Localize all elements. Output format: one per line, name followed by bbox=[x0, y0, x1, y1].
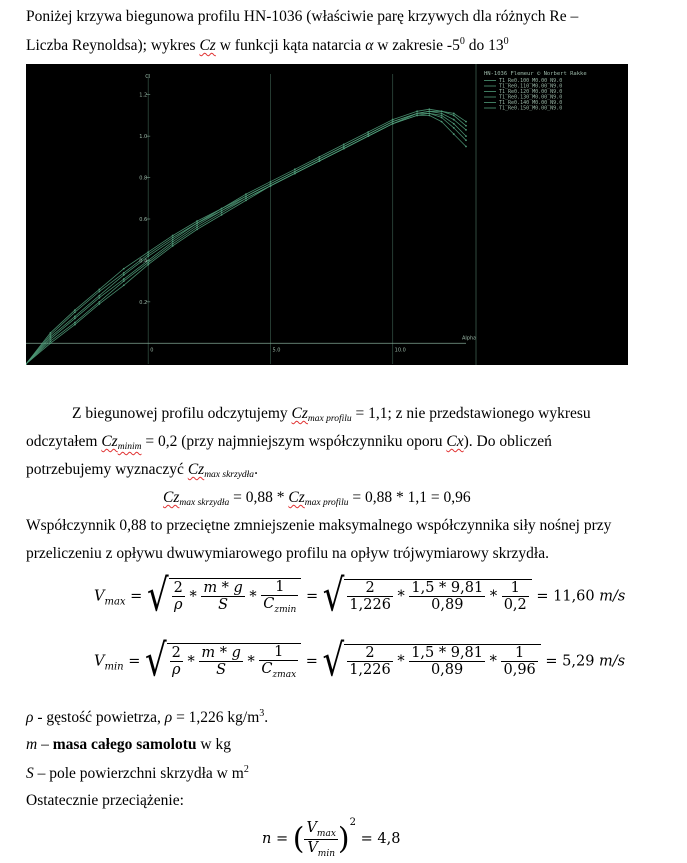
intro-line-2: Liczba Reynoldsa); wykres Cz w funkcji kąta natarcia α w zakresie $-5^0$ do $13^0$ bbox=[26, 36, 509, 55]
data-point bbox=[74, 311, 76, 313]
data-point bbox=[392, 123, 394, 125]
data-point bbox=[123, 272, 125, 274]
data-point bbox=[50, 338, 52, 340]
para2-line-1: Współczynnik 0,88 to przeciętne zmniejszenie maksymalnego współczynnika siły nośnej przy bbox=[26, 517, 612, 534]
data-point bbox=[294, 173, 296, 175]
series-line bbox=[26, 113, 466, 364]
legend-entry: T1_Re0.150_M0.00_N9.0 bbox=[499, 105, 563, 112]
data-point bbox=[221, 208, 223, 210]
data-point bbox=[428, 112, 430, 114]
data-point bbox=[465, 129, 467, 131]
data-point bbox=[392, 119, 394, 121]
data-point bbox=[441, 117, 443, 119]
data-point bbox=[196, 226, 198, 228]
legend-entry: T1_Re0.100_M0.00_N9.0 bbox=[499, 78, 563, 84]
load-factor-formula: n = ( $\frac{V_{max}}{V_{min}}$ )$^2$ = 4,8 bbox=[262, 817, 401, 859]
data-point bbox=[453, 133, 455, 135]
data-point bbox=[123, 280, 125, 282]
data-point bbox=[74, 322, 76, 324]
data-point bbox=[172, 245, 174, 247]
data-point bbox=[98, 291, 100, 293]
alpha-symbol: α bbox=[365, 37, 374, 55]
polar-chart bbox=[26, 64, 628, 365]
data-point bbox=[74, 309, 76, 311]
x-axis-label: Alpha bbox=[462, 335, 477, 342]
y-tick-label: 1.0 bbox=[139, 134, 148, 141]
data-point bbox=[196, 222, 198, 224]
data-point bbox=[50, 340, 52, 342]
legend-entry: T1_Re0.140_M0.00_N9.0 bbox=[499, 100, 563, 106]
data-point bbox=[367, 135, 369, 137]
data-point bbox=[367, 133, 369, 135]
data-point bbox=[98, 301, 100, 303]
para1-line-2: odczytałem $Cz_{minim} = 0,2$ (przy najmniejszym współczynniku oporu Cx). Do obliczeń bbox=[26, 433, 552, 452]
data-point bbox=[245, 195, 247, 197]
m-definition: m – masa całego samolotu w kg bbox=[26, 736, 231, 753]
data-point bbox=[50, 342, 52, 344]
y-tick-label: 0.8 bbox=[139, 175, 148, 182]
legend-entry: T1_Re0.110_M0.00_N9.0 bbox=[499, 83, 563, 90]
data-point bbox=[245, 193, 247, 195]
x-tick-label: 10.0 bbox=[394, 347, 406, 354]
data-point bbox=[453, 127, 455, 129]
vmin-formula: $V_{min}$ = √ $\frac{2}{\rho}$ * $\frac{m * g}{S}$ * $\frac{1}{C_{zmax}}$ = √ $\frac{2}{1,226}$ * $\frac{1,5 * 9,81}{0,89}$ * $\frac{1}{0,96}$ = 5,29 m/s bbox=[94, 635, 626, 688]
data-point bbox=[172, 235, 174, 237]
data-point bbox=[123, 284, 125, 286]
data-point bbox=[98, 297, 100, 299]
data-point bbox=[147, 253, 149, 255]
data-point bbox=[465, 139, 467, 141]
data-point bbox=[245, 199, 247, 201]
data-point bbox=[453, 112, 455, 114]
data-point bbox=[416, 110, 418, 112]
data-point bbox=[147, 255, 149, 257]
y-tick-label: 1.2 bbox=[139, 92, 148, 99]
data-point bbox=[123, 274, 125, 276]
data-point bbox=[367, 131, 369, 133]
chart-title: HN-1036 Flemeur © Norbert Rakke bbox=[484, 71, 587, 77]
cz-symbol: Cz bbox=[199, 37, 216, 55]
data-point bbox=[416, 115, 418, 117]
data-point bbox=[453, 115, 455, 117]
chart-legend bbox=[484, 78, 562, 112]
data-point bbox=[294, 170, 296, 172]
series-line bbox=[26, 113, 466, 364]
data-point bbox=[172, 239, 174, 241]
data-point bbox=[147, 260, 149, 262]
rho-definition: ρ - gęstość powietrza, ρ = 1,226 $kg/m^3$. bbox=[26, 708, 269, 727]
data-point bbox=[74, 324, 76, 326]
x-tick-label: 0 bbox=[150, 347, 154, 354]
data-point bbox=[441, 110, 443, 112]
data-point bbox=[441, 112, 443, 114]
data-point bbox=[318, 158, 320, 160]
data-point bbox=[172, 241, 174, 243]
data-point bbox=[196, 224, 198, 226]
chart-grid bbox=[148, 74, 392, 364]
para2-line-2: przeliczeniu z opływu dwuwymiarowego profilu na opływ trójwymiarowy skrzydła. bbox=[26, 545, 549, 562]
data-point bbox=[172, 237, 174, 239]
y-tick-label: 0.6 bbox=[139, 217, 148, 223]
cz-wing-equation: $Cz_{max skrzydła} = 0,88 * Cz_{max profilu} = 0,88 * 1,1 = 0,96$ bbox=[163, 489, 471, 508]
data-point bbox=[465, 125, 467, 127]
x-tick-label: 5.0 bbox=[272, 347, 281, 354]
s-definition: S – pole powierzchni skrzydła w $m^2$ bbox=[26, 764, 249, 783]
series-line bbox=[26, 111, 466, 364]
data-point bbox=[465, 146, 467, 148]
data-point bbox=[123, 278, 125, 280]
data-point bbox=[172, 243, 174, 245]
chart-labels bbox=[139, 74, 476, 353]
data-point bbox=[50, 336, 52, 338]
y-tick-label: 0.4 bbox=[139, 258, 148, 265]
data-point bbox=[343, 148, 345, 150]
para1-line-3: potrzebujemy wyznaczyć $Cz_{max skrzydła}$. bbox=[26, 461, 258, 480]
data-point bbox=[428, 110, 430, 112]
data-point bbox=[221, 214, 223, 216]
data-point bbox=[465, 121, 467, 123]
data-point bbox=[221, 212, 223, 214]
data-point bbox=[270, 181, 272, 183]
y-axis-label: Cl bbox=[145, 74, 151, 80]
data-point bbox=[416, 112, 418, 114]
data-point bbox=[74, 318, 76, 320]
chart-curves bbox=[26, 108, 467, 365]
data-point bbox=[245, 197, 247, 199]
data-point bbox=[343, 146, 345, 148]
data-point bbox=[74, 315, 76, 317]
data-point bbox=[98, 295, 100, 297]
data-point bbox=[343, 144, 345, 146]
intro-line-1: Poniżej krzywa biegunowa profilu HN-1036 (właściwie parę krzywych dla różnych Re – bbox=[26, 8, 579, 25]
data-point bbox=[270, 183, 272, 185]
data-point bbox=[318, 156, 320, 158]
y-tick-label: 0.2 bbox=[139, 299, 148, 306]
data-point bbox=[50, 334, 52, 336]
legend-entry: T1_Re0.130_M0.00_N9.0 bbox=[499, 94, 563, 101]
data-point bbox=[221, 210, 223, 212]
data-point bbox=[441, 121, 443, 123]
series-line bbox=[26, 115, 466, 364]
data-point bbox=[453, 119, 455, 121]
vmax-formula: $V_{max}$ = √ $\frac{2}{\rho}$ * $\frac{m * g}{S}$ * $\frac{1}{C_{zmin}}$ = √ $\frac{2}{1,226}$ * $\frac{1,5 * 9,81}{0,89}$ * $\frac{1}{0,2}$ = 11,60 m/s bbox=[94, 570, 626, 623]
series-line bbox=[26, 111, 466, 364]
final-label: Ostatecznie przeciążenie: bbox=[26, 792, 184, 809]
data-point bbox=[270, 185, 272, 187]
para1-line-1: Z biegunowej profilu odczytujemy $Cz_{max profilu} = 1,1$; z nie przedstawionego wykresu bbox=[72, 405, 591, 424]
data-point bbox=[123, 268, 125, 270]
data-point bbox=[147, 264, 149, 266]
data-point bbox=[147, 251, 149, 253]
data-point bbox=[318, 160, 320, 162]
polar-chart-svg bbox=[26, 64, 628, 365]
data-point bbox=[196, 228, 198, 230]
data-point bbox=[98, 303, 100, 305]
data-point bbox=[428, 115, 430, 117]
data-point bbox=[392, 121, 394, 123]
data-point bbox=[465, 135, 467, 137]
data-point bbox=[294, 168, 296, 170]
series-line bbox=[26, 109, 466, 364]
data-point bbox=[196, 220, 198, 222]
legend-entry: T1_Re0.120_M0.00_N9.0 bbox=[499, 89, 563, 95]
data-point bbox=[428, 108, 430, 110]
data-point bbox=[147, 262, 149, 264]
chart-axes bbox=[26, 92, 466, 344]
data-point bbox=[441, 115, 443, 117]
data-point bbox=[50, 332, 52, 334]
data-point bbox=[98, 289, 100, 291]
data-point bbox=[453, 123, 455, 125]
